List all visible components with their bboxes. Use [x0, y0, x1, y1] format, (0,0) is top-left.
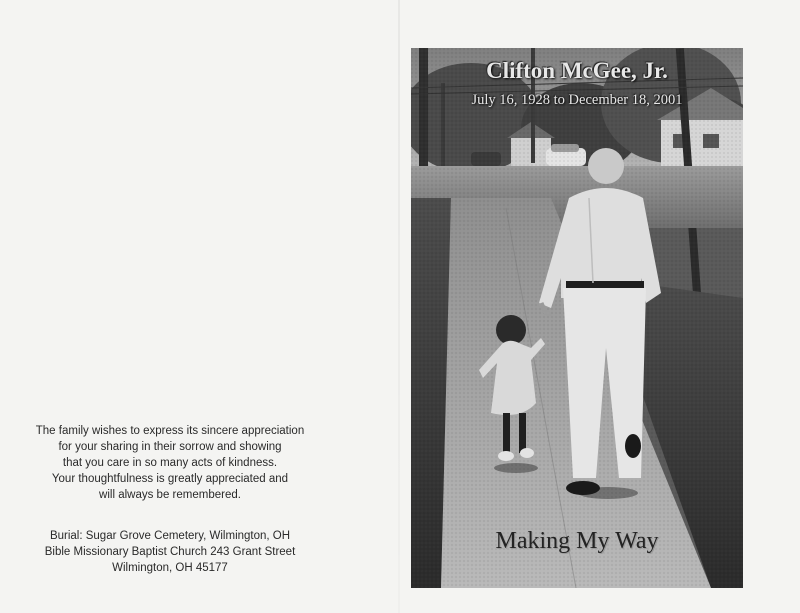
life-dates: July 16, 1928 to December 18, 2001 [471, 92, 683, 108]
cover-page [411, 48, 743, 588]
cover-title: Making My Way [495, 528, 659, 554]
acknowledgement-text [20, 423, 320, 503]
burial-cemetery: Burial: Sugar Grove Cemetery, Wilmington, OH [49, 530, 291, 542]
acknowledgement-line: for your sharing in their sorrow and showing [58, 441, 282, 453]
acknowledgement-line: Your thoughtfulness is greatly appreciated and [51, 473, 289, 485]
burial-info [20, 528, 320, 576]
acknowledgement-line: that you care in so many acts of kindness. [62, 457, 278, 469]
inside-left-page [0, 0, 398, 613]
cover-photo [411, 48, 743, 588]
acknowledgement-line: The family wishes to express its sincere appreciation [35, 425, 305, 437]
burial-church-address: Bible Missionary Baptist Church 243 Grant Street [44, 546, 296, 558]
page-fold [398, 0, 400, 613]
deceased-name: Clifton McGee, Jr. [486, 58, 668, 83]
acknowledgement-line: will always be remembered. [99, 489, 241, 501]
burial-city-zip: Wilmington, OH 45177 [112, 562, 228, 574]
